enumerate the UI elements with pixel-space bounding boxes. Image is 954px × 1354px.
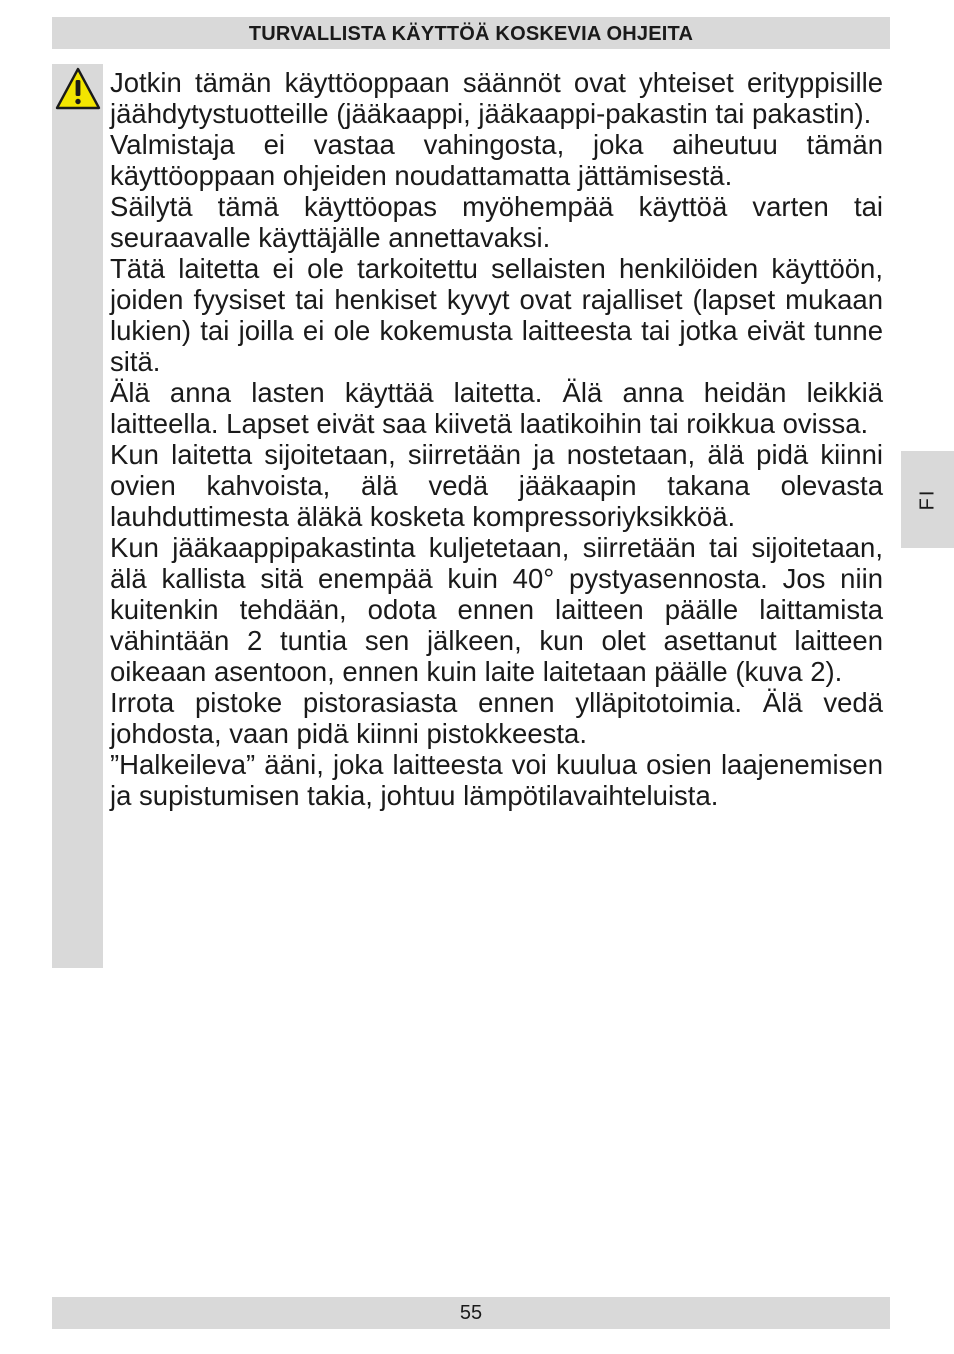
paragraph-restricted-users: Tätä laitetta ei ole tarkoitettu sellaisten henkilöiden käyttöön, joiden fyysiset tai henkiset kyvyt ovat rajalliset (lapset mukaan lukien) tai joilla ei ole kokemusta laitteesta tai jotka eivät tunne sitä. <box>110 253 883 377</box>
page-number: 55 <box>459 1301 483 1324</box>
paragraph-liability: Valmistaja ei vastaa vahingosta, joka aiheutuu tämän käyttöoppaan ohjeiden noudattamatta jättämisestä. <box>110 129 883 191</box>
warning-side-bar <box>52 64 103 968</box>
safety-instructions <box>110 67 883 811</box>
language-label: FI <box>916 488 938 511</box>
section-title: TURVALLISTA KÄYTTÖÄ KOSKEVIA OHJEITA <box>248 22 694 45</box>
language-tab <box>901 451 954 548</box>
paragraph-children: Älä anna lasten käyttää laitetta. Älä anna heidän leikkiä laitteella. Lapset eivät saa kiivetä laatikoihin tai roikkua ovissa. <box>110 377 883 439</box>
paragraph-handling: Kun laitetta sijoitetaan, siirretään ja nostetaan, älä pidä kiinni ovien kahvoista, älä vedä jääkaapin takana olevasta lauhduttimesta äläkä kosketa kompressoriyksikköä. <box>110 439 883 532</box>
warning-triangle-icon <box>54 66 102 112</box>
footer-bar <box>52 1297 890 1329</box>
paragraph-transport: Kun jääkaappipakastinta kuljetetaan, siirretään tai sijoitetaan, älä kallista sitä enempää kuin 40° pystyasennosta. Jos niin kuitenkin tehdään, odota ennen laitteen päälle laittamista vähintään 2 tuntia sen jälkeen, kun olet asettanut laitteen oikeaan asentoon, ennen kuin laite laitetaan päälle (kuva 2). <box>110 532 883 687</box>
paragraph-unplug: Irrota pistoke pistorasiasta ennen ylläpitotoimia. Älä vedä johdosta, vaan pidä kiinni pistokkeesta. <box>110 687 883 749</box>
paragraph-keep-manual: Säilytä tämä käyttöopas myöhempää käyttöä varten tai seuraavalle käyttäjälle annettavaksi. <box>110 191 883 253</box>
paragraph-cracking-noise: ”Halkeileva” ääni, joka laitteesta voi kuulua osien laajenemisen ja supistumisen takia, johtuu lämpötilavaihteluista. <box>110 749 883 811</box>
section-header-bar <box>52 17 890 49</box>
paragraph-general-rules: Jotkin tämän käyttöoppaan säännöt ovat yhteiset erityppisille jäähdytystuotteille (jääkaappi, jääkaappi-pakastin tai pakastin). <box>110 67 883 129</box>
